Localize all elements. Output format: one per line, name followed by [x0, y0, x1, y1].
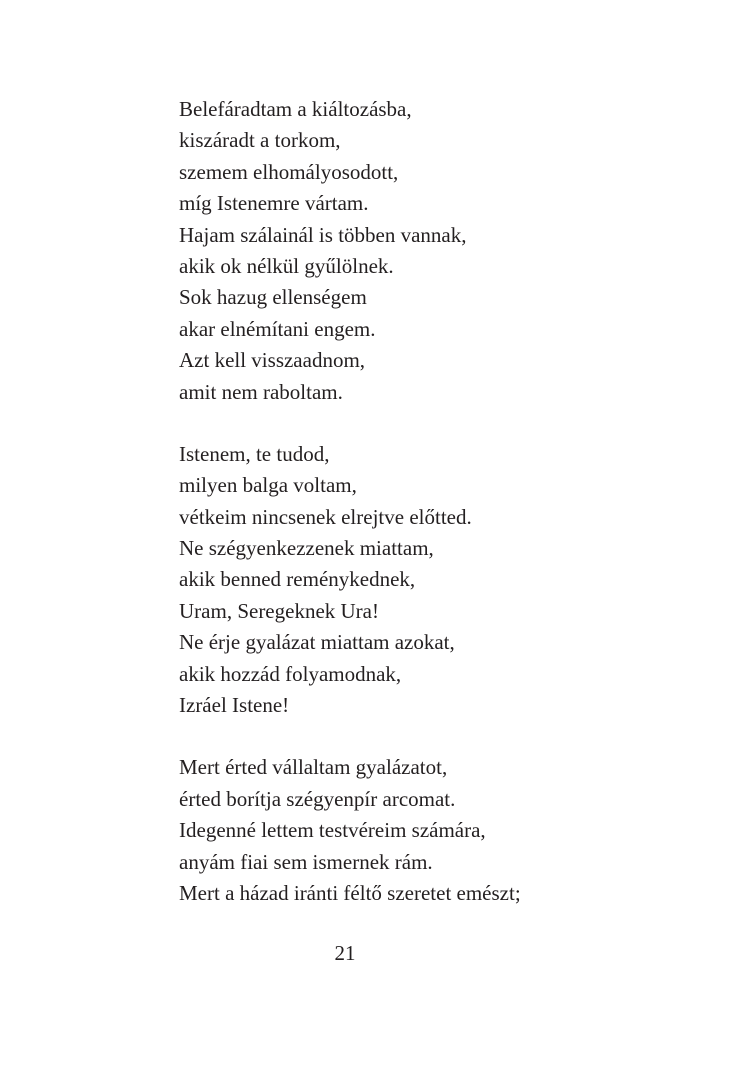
poem-line: míg Istenemre vártam.	[179, 191, 369, 216]
poem-line: milyen balga voltam,	[179, 473, 357, 498]
poem-text	[179, 94, 699, 940]
poem-line: Belefáradtam a kiáltozásba,	[179, 97, 412, 121]
poem-line: Uram, Seregeknek Ura!	[179, 598, 379, 623]
poem-line: szemem elhomályosodott,	[179, 159, 399, 184]
page-number: 21	[334, 941, 356, 965]
poem-line: vétkeim nincsenek elrejtve előtted.	[179, 504, 472, 529]
poem-line: Ne érje gyalázat miattam azokat,	[179, 630, 455, 655]
poem-line: anyám fiai sem ismernek rám.	[179, 849, 433, 874]
poem-line: Istenem, te tudod,	[179, 441, 330, 466]
poem-line: akar elnémítani engem.	[179, 316, 376, 341]
poem-line: Idegenné lettem testvéreim számára,	[179, 818, 486, 843]
stanza-2	[179, 439, 699, 722]
poem-line: akik hozzád folyamodnak,	[179, 661, 402, 686]
stanza-3	[179, 752, 699, 909]
poem-line: Azt kell visszaadnom,	[179, 348, 366, 373]
poem-line: Ne szégyenkezzenek miattam,	[179, 536, 434, 561]
poem-line: Mert a házad iránti féltő szeretet emészt;	[179, 880, 521, 905]
poem-line: akik benned reménykednek,	[179, 567, 416, 592]
poem-line: érted borítja szégyenpír arcomat.	[179, 786, 456, 811]
poem-line: akik ok nélkül gyűlölnek.	[179, 253, 394, 278]
poem-line: amit nem raboltam.	[179, 379, 343, 404]
poem-line: Izráel Istene!	[179, 693, 290, 718]
stanza-1	[179, 94, 699, 408]
poem-line: Hajam szálainál is többen vannak,	[179, 222, 467, 247]
poem-line: Sok hazug ellenségem	[179, 285, 367, 310]
poem-line: kiszáradt a torkom,	[179, 128, 341, 153]
poem-line: Mert érted vállaltam gyalázatot,	[179, 755, 448, 780]
